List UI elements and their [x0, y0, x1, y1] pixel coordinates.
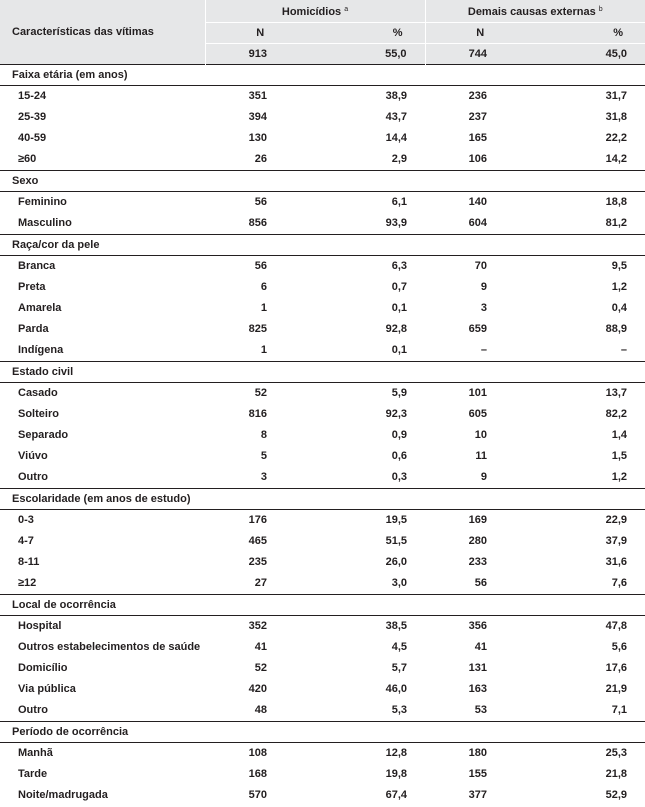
table-row: [0, 319, 645, 340]
percent-cell: 31,7: [605, 90, 628, 102]
percent-cell: 14,2: [605, 153, 628, 165]
percent-cell: 3,0: [391, 577, 408, 589]
total-value: 55,0: [315, 44, 425, 65]
count-cell: 3: [260, 471, 267, 483]
row-label: Separado: [18, 429, 69, 441]
row-label: Parda: [18, 323, 49, 335]
count-cell: 70: [474, 260, 488, 272]
percent-cell: 31,8: [605, 111, 628, 123]
row-label: Outro: [18, 704, 48, 716]
percent-cell: 19,8: [385, 768, 408, 780]
row-label: Manhã: [18, 747, 53, 759]
count-cell: 53: [474, 704, 488, 716]
table-row: [0, 573, 645, 595]
count-cell: 56: [254, 260, 267, 272]
percent-cell: 1,2: [611, 281, 628, 293]
count-cell: 280: [468, 535, 488, 547]
percent-cell: 46,0: [385, 683, 408, 695]
row-label: ≥60: [18, 153, 37, 165]
table-row: [0, 340, 645, 362]
count-cell: 235: [248, 556, 267, 568]
count-cell: 140: [468, 196, 488, 208]
section-header: [0, 595, 645, 616]
count-cell: 856: [248, 217, 267, 229]
percent-cell: 5,9: [391, 387, 408, 399]
percent-cell: 52,9: [605, 789, 628, 801]
count-cell: 11: [475, 450, 488, 462]
table-row: [0, 107, 645, 128]
count-cell: 9: [480, 471, 488, 483]
count-cell: 52: [254, 662, 267, 674]
count-cell: 27: [254, 577, 267, 589]
count-cell: 659: [468, 323, 488, 335]
count-cell: 163: [468, 683, 488, 695]
row-label: Indígena: [18, 344, 64, 356]
percent-cell: 0,1: [391, 302, 408, 314]
table-row: [0, 128, 645, 149]
percent-cell: 17,6: [605, 662, 628, 674]
total-value: 744: [425, 44, 535, 65]
percent-cell: 4,5: [391, 641, 408, 653]
table-row: [0, 637, 645, 658]
count-cell: 465: [248, 535, 267, 547]
section-header: [0, 722, 645, 743]
percent-cell: 21,8: [605, 768, 628, 780]
subheader-percent: %: [315, 23, 425, 44]
section-header: [0, 171, 645, 192]
count-cell: 41: [254, 641, 267, 653]
table-row: [0, 446, 645, 467]
percent-cell: 1,2: [611, 471, 628, 483]
count-cell: 351: [248, 90, 267, 102]
table-row: [0, 467, 645, 489]
count-cell: 101: [468, 387, 488, 399]
percent-cell: 93,9: [385, 217, 408, 229]
percent-cell: 7,6: [611, 577, 628, 589]
section-title: Estado civil: [0, 362, 645, 383]
section-title: Período de ocorrência: [0, 722, 645, 743]
count-cell: 8: [260, 429, 267, 441]
percent-cell: 1,5: [611, 450, 628, 462]
count-cell: 155: [468, 768, 488, 780]
count-cell: –: [480, 344, 488, 356]
section-header: [0, 489, 645, 510]
count-cell: 233: [468, 556, 488, 568]
row-label: Noite/madrugada: [18, 789, 108, 801]
count-cell: 56: [474, 577, 488, 589]
table-body: [0, 65, 645, 807]
section-header: [0, 362, 645, 383]
percent-cell: 21,9: [605, 683, 628, 695]
row-label: Branca: [18, 260, 56, 272]
table-row: [0, 256, 645, 278]
percent-cell: 9,5: [611, 260, 628, 272]
table-row: [0, 425, 645, 446]
count-cell: 6: [260, 281, 267, 293]
count-cell: 605: [468, 408, 488, 420]
count-cell: 169: [468, 514, 488, 526]
percent-cell: 92,3: [385, 408, 408, 420]
count-cell: 816: [248, 408, 267, 420]
percent-cell: 18,8: [605, 196, 628, 208]
section-title: Escolaridade (em anos de estudo): [0, 489, 645, 510]
row-label: Masculino: [18, 217, 72, 229]
row-label: Solteiro: [18, 408, 59, 420]
count-cell: 604: [468, 217, 488, 229]
table-row: [0, 213, 645, 235]
subheader-n: N: [425, 23, 535, 44]
row-label: Viúvo: [18, 450, 48, 462]
table-row: [0, 149, 645, 171]
percent-cell: 5,7: [391, 662, 408, 674]
percent-cell: 2,9: [391, 153, 408, 165]
table-row: [0, 764, 645, 785]
percent-cell: 25,3: [605, 747, 628, 759]
percent-cell: 0,6: [391, 450, 408, 462]
count-cell: 236: [468, 90, 488, 102]
row-label: Amarela: [18, 302, 62, 314]
percent-cell: 0,1: [391, 344, 408, 356]
percent-cell: 13,7: [605, 387, 628, 399]
count-cell: 56: [254, 196, 267, 208]
row-label: Domicílio: [18, 662, 68, 674]
percent-cell: 43,7: [385, 111, 408, 123]
row-label: 15-24: [18, 90, 47, 102]
table-row: [0, 616, 645, 638]
section-title: Faixa etária (em anos): [0, 65, 645, 86]
percent-cell: 51,5: [385, 535, 408, 547]
group-header-demais-causas: Demais causas externas $^b$: [425, 0, 645, 23]
percent-cell: 0,7: [391, 281, 408, 293]
count-cell: 165: [468, 132, 488, 144]
section-title: Raça/cor da pele: [0, 235, 645, 256]
percent-cell: 14,4: [385, 132, 408, 144]
count-cell: 168: [248, 768, 267, 780]
count-cell: 52: [254, 387, 267, 399]
row-label: ≥12: [18, 577, 37, 589]
row-label: 8-11: [18, 556, 40, 568]
count-cell: 1: [260, 302, 267, 314]
subheader-n: N: [205, 23, 315, 44]
percent-cell: 31,6: [605, 556, 628, 568]
row-label: Via pública: [18, 683, 76, 695]
percent-cell: 7,1: [611, 704, 628, 716]
percent-cell: 0,4: [611, 302, 628, 314]
percent-cell: 0,9: [391, 429, 408, 441]
count-cell: 9: [480, 281, 488, 293]
row-label: Outro: [18, 471, 48, 483]
count-cell: 5: [260, 450, 267, 462]
group-header-homicidios: Homicídios $^a$: [205, 0, 425, 23]
count-cell: 176: [248, 514, 267, 526]
row-label-header: Características das vítimas: [0, 0, 205, 65]
count-cell: 394: [248, 111, 267, 123]
row-label: 0-3: [18, 514, 34, 526]
table-row: [0, 277, 645, 298]
count-cell: 131: [468, 662, 488, 674]
row-label: Feminino: [18, 196, 67, 208]
percent-cell: 12,8: [385, 747, 408, 759]
count-cell: 1: [260, 344, 267, 356]
row-label: Preta: [18, 281, 46, 293]
percent-cell: 38,9: [385, 90, 408, 102]
percent-cell: 6,3: [391, 260, 408, 272]
percent-cell: 82,2: [605, 408, 628, 420]
percent-cell: 6,1: [391, 196, 408, 208]
percent-cell: –: [620, 344, 628, 356]
row-label: Casado: [18, 387, 58, 399]
count-cell: 48: [254, 704, 267, 716]
section-title: Local de ocorrência: [0, 595, 645, 616]
count-cell: 377: [468, 789, 488, 801]
percent-cell: 37,9: [605, 535, 628, 547]
count-cell: 180: [468, 747, 488, 759]
table-row: [0, 658, 645, 679]
table-header: [0, 0, 645, 65]
percent-cell: 81,2: [605, 217, 628, 229]
count-cell: 570: [248, 789, 267, 801]
count-cell: 108: [248, 747, 267, 759]
table-row: [0, 679, 645, 700]
table-row: [0, 86, 645, 108]
table-row: [0, 383, 645, 405]
percent-cell: 1,4: [611, 429, 628, 441]
percent-cell: 0,3: [391, 471, 408, 483]
count-cell: 26: [254, 153, 267, 165]
count-cell: 825: [248, 323, 267, 335]
table-row: [0, 700, 645, 722]
count-cell: 352: [248, 620, 267, 632]
subheader-percent: %: [535, 23, 645, 44]
row-label: 4-7: [18, 535, 34, 547]
table-row: [0, 785, 645, 806]
percent-cell: 5,3: [391, 704, 408, 716]
total-value: 913: [205, 44, 315, 65]
table-row: [0, 531, 645, 552]
row-label: 40-59: [18, 132, 47, 144]
percent-cell: 5,6: [611, 641, 628, 653]
count-cell: 3: [480, 302, 488, 314]
percent-cell: 47,8: [605, 620, 628, 632]
percent-cell: 88,9: [605, 323, 628, 335]
percent-cell: 19,5: [385, 514, 408, 526]
row-label: Outros estabelecimentos de saúde: [18, 641, 201, 653]
count-cell: 356: [468, 620, 488, 632]
count-cell: 420: [248, 683, 267, 695]
section-header: [0, 65, 645, 86]
table-row: [0, 552, 645, 573]
row-label: 25-39: [18, 111, 47, 123]
count-cell: 237: [468, 111, 488, 123]
percent-cell: 38,5: [385, 620, 408, 632]
section-title: Sexo: [0, 171, 645, 192]
count-cell: 106: [468, 153, 488, 165]
row-label: Tarde: [18, 768, 48, 780]
table-row: [0, 510, 645, 532]
row-label: Hospital: [18, 620, 62, 632]
percent-cell: 67,4: [385, 789, 408, 801]
percent-cell: 22,2: [605, 132, 628, 144]
percent-cell: 26,0: [385, 556, 408, 568]
count-cell: 10: [474, 429, 488, 441]
total-value: 45,0: [535, 44, 645, 65]
count-cell: 41: [474, 641, 488, 653]
table-row: [0, 404, 645, 425]
table-row: [0, 298, 645, 319]
table-row: [0, 192, 645, 214]
section-header: [0, 235, 645, 256]
percent-cell: 92,8: [385, 323, 408, 335]
count-cell: 130: [248, 132, 267, 144]
table-row: [0, 743, 645, 765]
percent-cell: 22,9: [605, 514, 628, 526]
